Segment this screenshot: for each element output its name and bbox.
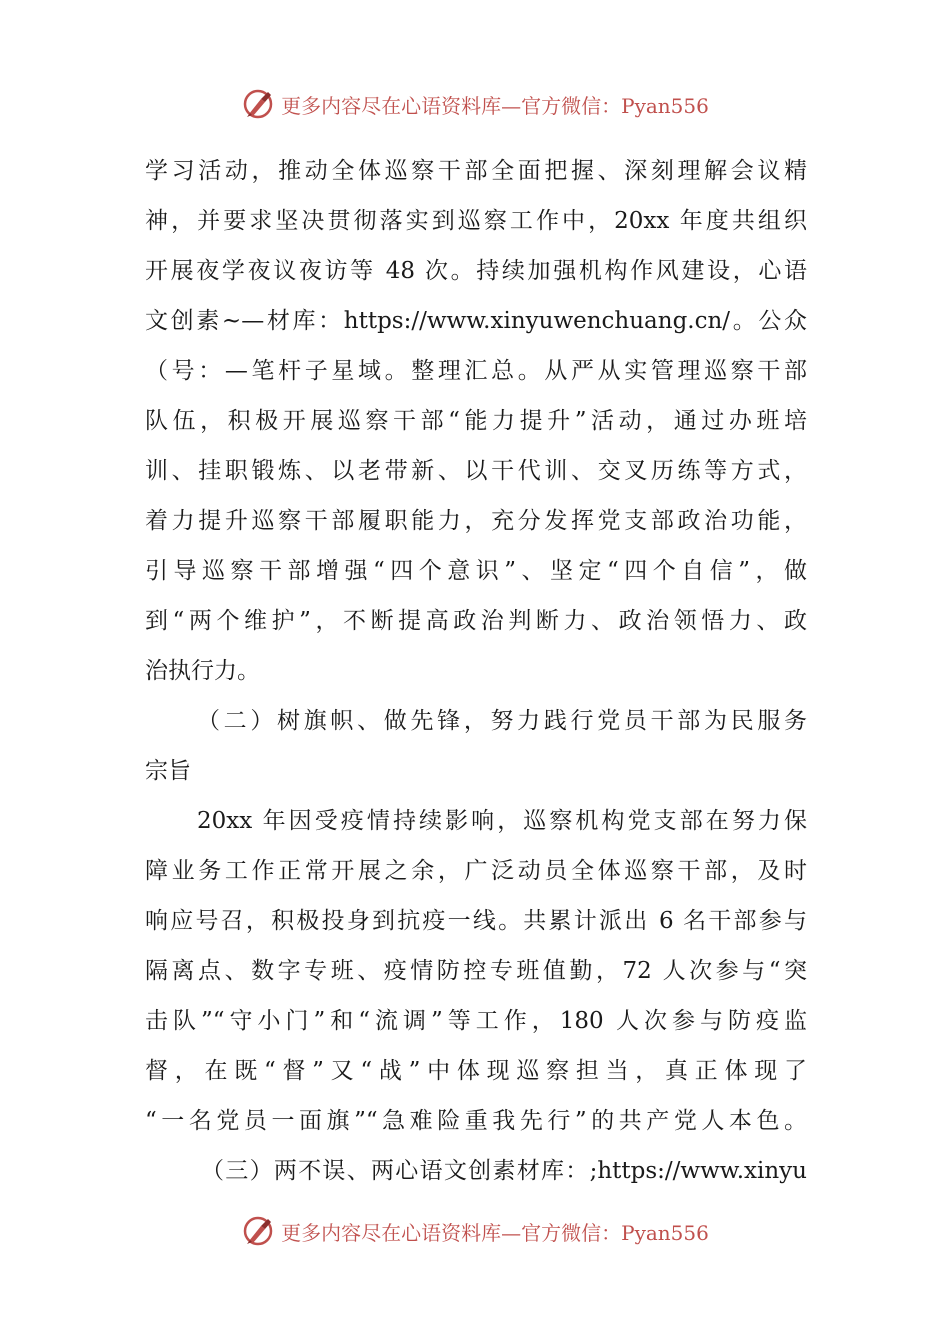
text-line: 神，并要求坚决贯彻落实到巡察工作中，20xx 年度共组织 xyxy=(145,208,807,234)
text-line: 到“两个维护”，不断提高政治判断力、政治领悟力、政 xyxy=(145,608,807,634)
text-line: 训、挂职锻炼、以老带新、以干代训、交叉历练等方式， xyxy=(145,458,807,484)
text-line: 治执行力。 xyxy=(145,658,260,684)
section-heading: （二）树旗帜、做先锋，努力践行党员干部为民服务 xyxy=(197,708,807,734)
pen-logo-icon xyxy=(241,1214,275,1248)
footer-banner-text: 更多内容尽在心语资料库—官方微信：Pyan556 xyxy=(281,1220,709,1245)
text-line: 响应号召，积极投身到抗疫一线。共累计派出 6 名干部参与 xyxy=(145,908,807,934)
text-line: 障业务工作正常开展之余，广泛动员全体巡察干部，及时 xyxy=(145,858,807,884)
text-line: 着力提升巡察干部履职能力，充分发挥党支部政治功能， xyxy=(145,508,807,534)
footer-banner xyxy=(0,1211,950,1251)
section-heading: （三）两不误、两心语文创素材库：;https://www.xinyu xyxy=(201,1158,807,1184)
header-banner-text: 更多内容尽在心语资料库—官方微信：Pyan556 xyxy=(281,93,709,118)
document-body xyxy=(145,146,807,1196)
text-line: 队伍，积极开展巡察干部“能力提升”活动，通过办班培 xyxy=(145,408,807,434)
text-line: 督，在既“督”又“战”中体现巡察担当，真正体现了 xyxy=(145,1058,807,1084)
text-line: （号：—笔杆子星域。整理汇总。从严从实管理巡察干部 xyxy=(145,358,807,384)
text-line: 击队”“守小门”和“流调”等工作，180 人次参与防疫监 xyxy=(145,1008,807,1034)
text-line: 文创素~—材库：https://www.xinyuwenchuang.cn/。公众 xyxy=(145,308,807,334)
section-heading-continued: 宗旨 xyxy=(145,758,191,784)
header-banner xyxy=(0,84,950,124)
text-line: 引导巡察干部增强“四个意识”、坚定“四个自信”，做 xyxy=(145,558,807,584)
text-line: 20xx 年因受疫情持续影响，巡察机构党支部在努力保 xyxy=(197,808,807,834)
text-line: “一名党员一面旗”“急难险重我先行”的共产党人本色。 xyxy=(145,1108,807,1134)
text-line: 隔离点、数字专班、疫情防控专班值勤，72 人次参与“突 xyxy=(145,958,807,984)
text-line: 开展夜学夜议夜访等 48 次。持续加强机构作风建设，心语 xyxy=(145,258,807,284)
text-line: 学习活动，推动全体巡察干部全面把握、深刻理解会议精 xyxy=(145,158,807,184)
pen-logo-icon xyxy=(241,87,275,121)
